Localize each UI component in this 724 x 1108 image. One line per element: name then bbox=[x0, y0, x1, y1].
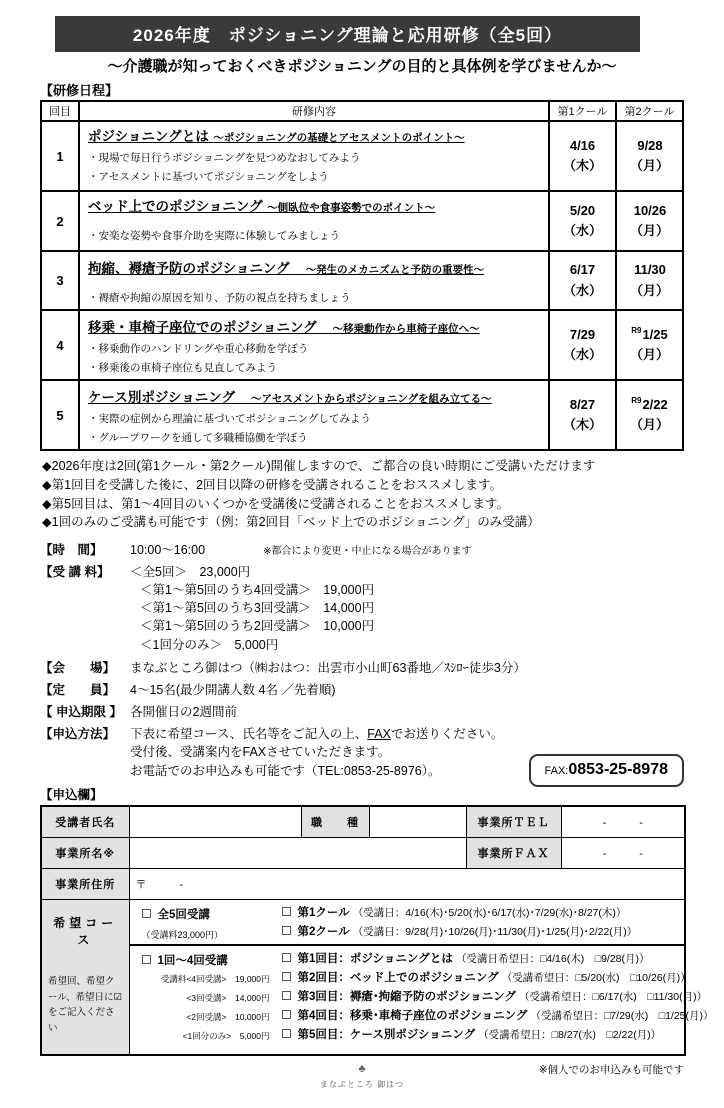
session2-checkbox[interactable] bbox=[282, 972, 291, 981]
time-row bbox=[40, 540, 684, 558]
session2-option-label: 第2回目：ベッド上でのポジショニング bbox=[297, 971, 499, 984]
capacity-label: 【定 員】 bbox=[40, 682, 116, 697]
partial-course-label: 1回～4回受講 bbox=[157, 954, 228, 967]
cool1-weekday: （水） bbox=[562, 347, 602, 362]
fee-list bbox=[130, 563, 374, 654]
form-row-office bbox=[41, 837, 685, 868]
course-options-cell bbox=[129, 899, 714, 1055]
application-form-table bbox=[40, 805, 714, 1056]
session-title bbox=[88, 255, 542, 278]
fax-box-number: 0853-25-8978 bbox=[568, 760, 668, 778]
venue-row bbox=[40, 658, 684, 676]
cool1-option-label: 第1クール bbox=[297, 906, 350, 919]
cool2-date: 1/25 bbox=[642, 326, 668, 342]
method-lines bbox=[130, 725, 503, 781]
cool2-date-cell bbox=[616, 191, 683, 251]
session-no: 4 bbox=[41, 310, 79, 380]
cool2-weekday: （月） bbox=[629, 417, 669, 432]
form-heading: 【申込欄】 bbox=[40, 787, 103, 802]
cool1-option bbox=[282, 904, 685, 923]
session4-option-detail: （受講希望日：□7/29(水) □1/25(月)） bbox=[530, 1009, 714, 1022]
cool1-date: 7/29 bbox=[569, 326, 596, 342]
name-label: 受講者氏名 bbox=[41, 806, 129, 838]
venue-value: まなぶところ御はつ（㈱おはつ：出雲市小山町63番地／ｽｼﾛｰ徒歩3分） bbox=[130, 660, 526, 675]
partial-fee-line: 受講料<4回受講> 19,000円 bbox=[160, 973, 270, 984]
form-row-course bbox=[41, 899, 685, 1055]
notes-block bbox=[42, 457, 684, 532]
session-title bbox=[88, 384, 542, 407]
cool2-weekday: （月） bbox=[629, 347, 669, 362]
fee-line: ＜第1～第5回のうち2回受講＞ 10,000円 bbox=[140, 619, 375, 634]
partial-course-section bbox=[130, 946, 714, 1054]
office-tel-input-cell[interactable]: - - bbox=[561, 806, 685, 838]
full-course-checkbox[interactable] bbox=[142, 909, 151, 918]
session2-option bbox=[282, 969, 714, 988]
form-row-address bbox=[41, 868, 685, 899]
office-address-input-cell[interactable]: 〒 - bbox=[129, 868, 685, 899]
venue-label: 【会 場】 bbox=[40, 660, 116, 675]
method-line-2: 受付後、受講案内をFAXさせていただきます。 bbox=[130, 745, 391, 760]
job-label: 職 種 bbox=[301, 806, 369, 838]
partial-course-fees bbox=[142, 970, 270, 1046]
clover-glyph: ♣ bbox=[358, 1062, 366, 1075]
session4-option bbox=[282, 1007, 714, 1026]
fee-row bbox=[40, 562, 684, 654]
cool2-option bbox=[282, 923, 685, 942]
apply-method-section bbox=[40, 724, 684, 803]
office-fax-label: 事業所ＦＡＸ bbox=[466, 837, 561, 868]
fee-line: ＜第1～第5回のうち4回受講＞ 19,000円 bbox=[140, 583, 375, 598]
schedule-header-row bbox=[41, 101, 683, 121]
session-no: 5 bbox=[41, 380, 79, 450]
schedule-heading: 【研修日程】 bbox=[40, 83, 119, 98]
method-line-1 bbox=[130, 725, 503, 744]
time-value: 10:00～16:00 bbox=[130, 543, 206, 557]
full-course-label: 全5回受講 bbox=[157, 908, 210, 921]
footer bbox=[40, 1060, 684, 1108]
schedule-row-5 bbox=[41, 380, 683, 450]
deadline-label: 【 申込期限 】 bbox=[40, 704, 122, 719]
note-line: ◆第1回目を受講した後に、2回目以降の研修を受講されることをおススメします。 bbox=[42, 477, 503, 492]
cool2-option-label: 第2クール bbox=[297, 925, 350, 938]
office-tel-label: 事業所ＴＥＬ bbox=[466, 806, 561, 838]
cool1-weekday: （水） bbox=[562, 223, 602, 238]
note-line: ◆1回のみのご受講も可能です（例：第2回目「ベッド上でのポジショニング」のみ受講） bbox=[42, 515, 540, 530]
partial-course-select bbox=[130, 946, 278, 1048]
footer-org-name: まなぶところ 御はつ bbox=[319, 1079, 405, 1089]
cool2-date: 9/28 bbox=[637, 137, 663, 153]
full-course-section bbox=[130, 900, 685, 946]
cool1-checkbox[interactable] bbox=[282, 907, 291, 916]
method-line-1-fax: FAX bbox=[367, 726, 391, 741]
full-course-select bbox=[130, 900, 278, 944]
fee-line: ＜全5回＞ 23,000円 bbox=[130, 565, 251, 579]
cool2-date-cell bbox=[616, 380, 683, 450]
course-label: 希望コース bbox=[53, 915, 118, 947]
cool1-date: 8/27 bbox=[569, 396, 596, 412]
session3-option-detail: （受講希望日：□6/17(水) □11/30(月)） bbox=[518, 990, 708, 1003]
full-course-fee: （受講料23,000円） bbox=[141, 929, 224, 940]
session-content bbox=[79, 251, 549, 310]
session5-option bbox=[282, 1026, 714, 1045]
cool1-option-detail: （受講日：4/16(木)･5/20(水)･6/17(水)･7/29(水)･8/27(木)） bbox=[352, 906, 627, 919]
session-content bbox=[79, 310, 549, 380]
job-input-cell[interactable] bbox=[369, 806, 466, 838]
method-line-1-post: でお送りください。 bbox=[390, 726, 504, 741]
session-point: ・移乗動作のハンドリングや重心移動を学ぼう bbox=[88, 343, 309, 355]
session-options bbox=[278, 946, 714, 1048]
session-point: ・グループワークを通して多職種協働を学ぼう bbox=[88, 432, 308, 444]
session-point: ・安楽な姿勢や食事介助を実際に体験してみましょう bbox=[88, 230, 340, 242]
cool1-weekday: （木） bbox=[562, 417, 602, 432]
capacity-value: 4～15名(最少開講人数 4名 ／先着順) bbox=[130, 682, 336, 697]
schedule-table bbox=[40, 100, 684, 451]
session-title-main: 拘縮、褥瘡予防のポジショニング bbox=[88, 261, 290, 276]
session-point: ・実際の症例から理論に基づいてポジショニングしてみよう bbox=[88, 413, 371, 425]
partial-fee-line: <3回受講> 14,000円 bbox=[186, 992, 270, 1003]
session-point: ・移乗後の車椅子座位も見直してみよう bbox=[88, 362, 277, 374]
cool1-date-cell bbox=[549, 121, 616, 191]
cool2-date-cell bbox=[616, 310, 683, 380]
cool2-date: 10/26 bbox=[633, 202, 667, 218]
cool2-date: 11/30 bbox=[634, 262, 666, 278]
cool1-date: 6/17 bbox=[569, 262, 596, 278]
note-line: ◆第5回目は、第1～4回目のいくつかを受講後に受講されることをおススメします。 bbox=[42, 496, 509, 511]
cool2-weekday: （月） bbox=[629, 223, 669, 238]
course-note: 希望回、希望クール、希望日に☑をご記入ください bbox=[48, 975, 123, 1034]
cool1-date-cell bbox=[549, 310, 616, 380]
session3-checkbox[interactable] bbox=[282, 991, 291, 1000]
partial-course-checkbox[interactable] bbox=[142, 955, 151, 964]
session-title bbox=[88, 195, 542, 216]
office-name-input-cell[interactable] bbox=[129, 837, 466, 868]
cool1-weekday: （木） bbox=[562, 158, 602, 173]
session-title-main: 移乗・車椅子座位でのポジショニング bbox=[88, 320, 317, 335]
schedule-row-4 bbox=[41, 310, 683, 380]
era-label: R9 bbox=[631, 395, 642, 405]
session-no: 1 bbox=[41, 121, 79, 191]
course-label-cell bbox=[41, 899, 129, 1055]
page-title: 2026年度 ポジショニング理論と応用研修（全5回） bbox=[55, 16, 640, 52]
session-point: ・現場で毎日行うポジショニングを見つめなおしてみよう bbox=[88, 152, 361, 164]
schedule-row-2 bbox=[41, 191, 683, 251]
session2-option-detail: （受講希望日：□5/20(水) □10/26(月)） bbox=[501, 971, 691, 984]
session-title-sub: ～発生のメカニズムと予防の重要性～ bbox=[305, 264, 485, 276]
deadline-value: 各開催日の2週間前 bbox=[130, 704, 237, 719]
form-row-name bbox=[41, 806, 685, 838]
session-title-main: ケース別ポジショニング bbox=[88, 390, 235, 405]
session1-option-label: 第1回目：ポジショニングとは bbox=[297, 952, 453, 965]
deadline-row bbox=[40, 702, 684, 720]
session-title-main: ベッド上でのポジショニング bbox=[88, 199, 263, 214]
cool2-weekday: （月） bbox=[629, 282, 669, 298]
cool2-checkbox[interactable] bbox=[282, 926, 291, 935]
session-title-sub: ～アセスメントからポジショニングを組み立てる～ bbox=[250, 393, 492, 405]
partial-fee-line: <2回受講> 10,000円 bbox=[186, 1011, 270, 1022]
session-content bbox=[79, 191, 549, 251]
method-line-1-pre: 下表に希望コース、氏名等をご記入の上、 bbox=[130, 726, 368, 741]
cool1-date-cell bbox=[549, 380, 616, 450]
office-fax-input-cell[interactable]: - - bbox=[561, 837, 685, 868]
session-content bbox=[79, 121, 549, 191]
capacity-row bbox=[40, 680, 684, 698]
fee-label: 【受 講 料】 bbox=[40, 565, 110, 579]
fax-number-box bbox=[529, 754, 684, 787]
session-title-main: ポジショニングとは bbox=[88, 129, 209, 144]
fax-box-label: FAX: bbox=[544, 764, 569, 777]
session-title-sub: ～ポジショニングの基礎とアセスメントのポイント～ bbox=[213, 132, 465, 144]
full-course-option bbox=[142, 906, 270, 922]
cool1-weekday: （水） bbox=[562, 282, 602, 298]
session4-option-label: 第4回目：移乗･車椅子座位のポジショニング bbox=[297, 1009, 528, 1022]
office-name-label: 事業所名※ bbox=[41, 837, 129, 868]
cool1-date-cell bbox=[549, 251, 616, 310]
session5-checkbox[interactable] bbox=[282, 1029, 291, 1038]
session4-checkbox[interactable] bbox=[282, 1010, 291, 1019]
office-address-label: 事業所住所 bbox=[41, 868, 129, 899]
session-point: ・褥瘡や拘縮の原因を知り、予防の視点を持ちましょう bbox=[88, 292, 351, 304]
session-title bbox=[88, 125, 542, 146]
col-header-cool1: 第1クール bbox=[549, 101, 616, 121]
cool2-date-cell bbox=[616, 121, 683, 191]
time-note: ※都合により変更・中止になる場合があります bbox=[263, 546, 472, 557]
session5-option-label: 第5回目：ケース別ポジショニング bbox=[297, 1028, 476, 1041]
session-no: 2 bbox=[41, 191, 79, 251]
col-header-cool2: 第2クール bbox=[616, 101, 683, 121]
session-point: ・アセスメントに基づいてポジショニングをしよう bbox=[88, 171, 329, 183]
cool1-date: 5/20 bbox=[569, 202, 596, 218]
time-label: 【時 間】 bbox=[40, 543, 103, 557]
session1-option bbox=[282, 950, 714, 969]
session3-option bbox=[282, 988, 714, 1007]
cool2-weekday: （月） bbox=[629, 158, 669, 173]
cool1-date: 4/16 bbox=[569, 137, 596, 153]
session1-checkbox[interactable] bbox=[282, 953, 291, 962]
session-title-sub: ～側臥位や食事姿勢でのポイント～ bbox=[267, 202, 436, 214]
session-content bbox=[79, 380, 549, 450]
schedule-row-1 bbox=[41, 121, 683, 191]
fee-line: ＜1回分のみ＞ 5,000円 bbox=[140, 637, 279, 652]
cool2-option-detail: （受講日：9/28(月)･10/26(月)･11/30(月)･1/25(月)･2/22(月)） bbox=[352, 925, 638, 938]
session-no: 3 bbox=[41, 251, 79, 310]
session3-option-label: 第3回目：褥瘡･拘縮予防のポジショニング bbox=[297, 990, 516, 1003]
era-label: R9 bbox=[631, 325, 642, 335]
session1-option-detail: （受講日希望日：□4/16(木) □9/28(月)） bbox=[455, 952, 650, 965]
session-title bbox=[88, 314, 542, 337]
method-label: 【申込方法】 bbox=[40, 726, 116, 741]
cool1-date-cell bbox=[549, 191, 616, 251]
name-input-cell[interactable] bbox=[129, 806, 301, 838]
col-header-content: 研修内容 bbox=[79, 101, 549, 121]
partial-course-option bbox=[142, 952, 270, 968]
note-line: ◆2026年度は2回(第1クール・第2クール)開催しますので、ご都合の良い時期にご受講いただけます bbox=[42, 459, 596, 473]
cool2-date: 2/22 bbox=[642, 396, 668, 412]
schedule-row-3 bbox=[41, 251, 683, 310]
method-line-3: お電話でのお申込みも可能です（TEL:0853-25-8976）。 bbox=[130, 764, 441, 779]
fee-line: ＜第1～第5回のうち3回受講＞ 14,000円 bbox=[140, 601, 375, 616]
session5-option-detail: （受講希望日：□8/27(水) □2/22(月)） bbox=[478, 1028, 662, 1041]
partial-fee-line: <1回分のみ> 5,000円 bbox=[182, 1030, 270, 1041]
cool-options bbox=[278, 900, 685, 944]
page-subtitle: ～介護職が知っておくべきポジショニングの目的と具体例を学びませんか～ bbox=[107, 58, 617, 75]
session-title-sub: ～移乗動作から車椅子座位へ～ bbox=[332, 323, 480, 335]
cool2-date-cell bbox=[616, 251, 683, 310]
col-header-session-no: 回目 bbox=[41, 101, 79, 121]
footer-note: ※個人でのお申込みも可能です bbox=[538, 1063, 684, 1076]
